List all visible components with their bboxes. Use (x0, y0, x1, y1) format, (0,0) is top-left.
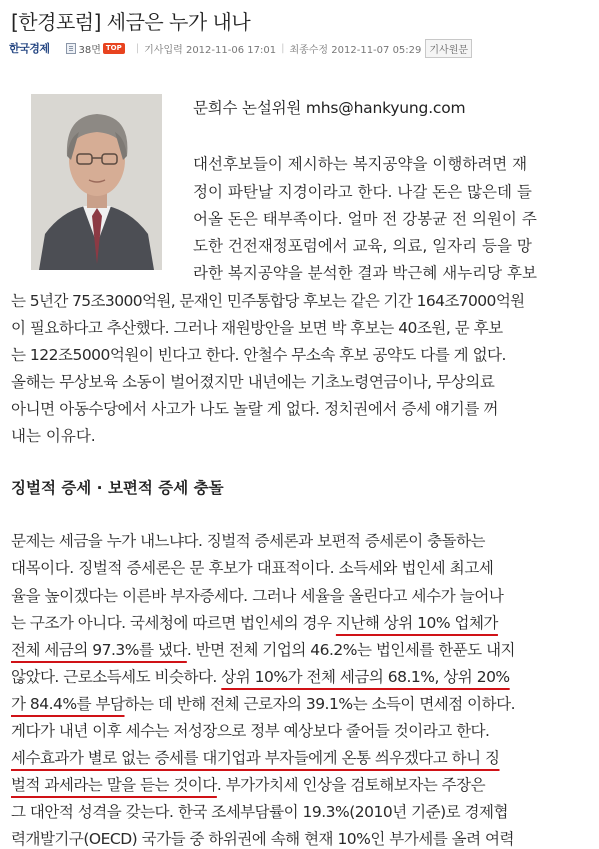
article-title: [한경포럼] 세금은 누가 내나 (11, 10, 251, 34)
highlighted-text: 가 84.4%를 부담 (11, 695, 125, 713)
author-photo (31, 94, 162, 270)
highlighted-text: 세수효과가 별로 없는 증세를 대기업과 부자들에게 온통 씌우겠다고 하니 징 (11, 749, 500, 767)
highlighted-text: 전체 세금의 97.3%를 냈다 (11, 641, 187, 659)
author-byline: 문희수 논설위원 mhs@hankyung.com (193, 99, 466, 117)
text-span: . 반면 전체 기업의 46.2%는 법인세를 한푼도 내지 (186, 641, 516, 659)
text-line (11, 611, 498, 633)
text-line: 는 122조5000억원이 빈다고 한다. 안철수 무소속 후보 공약도 다를 게 없다. (11, 346, 506, 364)
text-line: 어올 돈은 태부족이다. 얼마 전 강봉균 전 의원이 주 (193, 210, 537, 228)
divider: | (281, 42, 285, 54)
text-line: 게다가 내년 이후 세수는 저성장으로 정부 예상보다 줄어들 것이라고 한다. (11, 722, 490, 740)
text-line: 도한 건전재정포럼에서 교육, 의료, 일자리 등을 망 (193, 237, 532, 255)
text-line: 율을 높이겠다는 이른바 부자증세다. 그러나 세율을 올린다고 세수가 늘어나 (11, 587, 504, 605)
text-span: 하는 데 반해 전체 근로자의 39.1%는 소득이 면세점 이하다. (124, 695, 516, 713)
text-span: . 부가가치세 인상을 검토해보자는 주장은 (216, 776, 486, 794)
text-line (11, 638, 515, 660)
text-line: 내는 이유다. (11, 427, 96, 445)
text-span: 않았다. 근로소득세도 비슷하다. (11, 668, 222, 686)
text-line: 이 필요하다고 추산했다. 그러나 재원방안을 보면 박 후보는 40조원, 문 후보 (11, 319, 503, 337)
text-line: 문제는 세금을 누가 내느냐다. 징벌적 증세론과 보편적 증세론이 충돌하는 (11, 532, 486, 550)
text-line: 아니면 아동수당에서 사고가 나도 놀랄 게 없다. 정치권에서 증세 얘기를 꺼 (11, 400, 498, 418)
published-date: 기사입력 2012-11-06 17:01 (144, 44, 277, 56)
text-line: 라한 복지공약을 분석한 결과 박근혜 새누리당 후보 (193, 264, 537, 282)
top-badge: TOP (103, 43, 125, 54)
text-line (11, 746, 500, 768)
highlighted-text: 지난해 상위 10% 업체가 (335, 614, 498, 632)
text-line: 력개발기구(OECD) 국가들 중 하위권에 속해 현재 10%인 부가세를 올려 여력 (11, 830, 514, 848)
highlighted-text: 벌적 과세라는 말을 듣는 것이다 (11, 776, 217, 794)
text-line (11, 773, 485, 795)
original-article-button[interactable]: 기사원문 (425, 39, 472, 58)
text-line (11, 665, 510, 687)
text-line: 대선후보들이 제시하는 복지공약을 이행하려면 재 (193, 155, 528, 173)
page-icon (66, 43, 76, 54)
divider: | (135, 42, 140, 54)
article-meta (9, 38, 589, 58)
modified-date: 최종수정 2012-11-07 05:29 (289, 44, 422, 56)
page-number: 38면 (78, 44, 101, 56)
section-heading: 징벌적 증세 · 보편적 증세 충돌 (11, 479, 224, 497)
text-line: 는 5년간 75조3000억원, 문재인 민주통합당 후보는 같은 기간 164조7000억원 (11, 292, 525, 310)
text-line: 올해는 무상보육 소동이 벌어졌지만 내년에는 기초노령연금이나, 무상의료 (11, 373, 495, 391)
text-line: 정이 파탄날 지경이라고 한다. 나갈 돈은 많은데 들 (193, 183, 532, 201)
source-logo: 한국경제 (9, 42, 50, 55)
highlighted-text: 상위 10%가 전체 세금의 68.1%, 상위 20% (221, 668, 510, 686)
text-line: 대목이다. 징벌적 증세론은 문 후보가 대표적이다. 소득세와 법인세 최고세 (11, 559, 494, 577)
text-line (11, 692, 515, 714)
text-line: 그 대안적 성격을 갖는다. 한국 조세부담률이 19.3%(2010년 기준)로 경제협 (11, 803, 508, 821)
text-span: 는 구조가 아니다. 국세청에 따르면 법인세의 경우 (11, 614, 336, 632)
